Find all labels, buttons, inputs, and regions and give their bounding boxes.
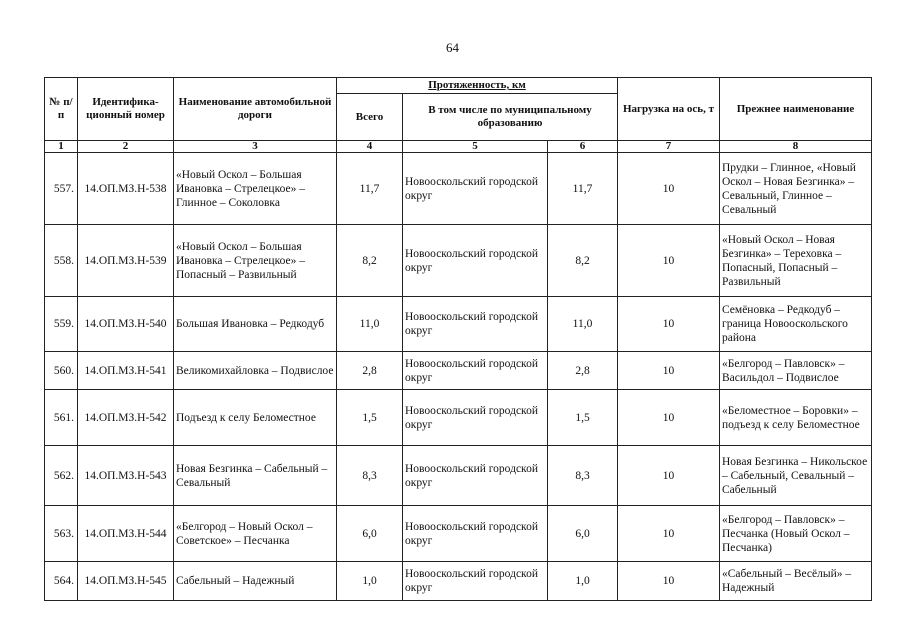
row-municipality: Новооскольский городской округ [403, 297, 548, 352]
row-total-length: 1,0 [337, 562, 403, 601]
row-id: 14.ОП.МЗ.Н-538 [78, 153, 174, 225]
row-municipality: Новооскольский городской округ [403, 506, 548, 562]
row-former-name: «Белгород – Павловск» – Васильдол – Подвислое [720, 352, 872, 390]
column-number: 7 [618, 141, 720, 153]
row-axle-load: 10 [618, 562, 720, 601]
column-number-row [45, 141, 872, 153]
column-number: 1 [45, 141, 78, 153]
row-municipality: Новооскольский городской округ [403, 446, 548, 506]
row-id: 14.ОП.МЗ.Н-539 [78, 225, 174, 297]
row-num: 562. [45, 446, 78, 506]
row-axle-load: 10 [618, 390, 720, 446]
roads-table [44, 77, 872, 601]
row-total-length: 11,7 [337, 153, 403, 225]
row-total-length: 2,8 [337, 352, 403, 390]
column-number: 6 [548, 141, 618, 153]
row-total-length: 6,0 [337, 506, 403, 562]
row-id: 14.ОП.МЗ.Н-540 [78, 297, 174, 352]
row-municipality: Новооскольский городской округ [403, 153, 548, 225]
row-num: 557. [45, 153, 78, 225]
row-mun-length: 6,0 [548, 506, 618, 562]
row-former-name: «Новый Оскол – Новая Безгинка» – Тереховка – Попасный, Попасный – Развильный [720, 225, 872, 297]
row-axle-load: 10 [618, 153, 720, 225]
header-name: Наименование автомобильной дороги [174, 78, 337, 141]
row-road-name: «Белгород – Новый Оскол – Советское» – Песчанка [174, 506, 337, 562]
row-axle-load: 10 [618, 352, 720, 390]
row-road-name: Новая Безгинка – Сабельный – Севальный [174, 446, 337, 506]
header-total: Всего [337, 94, 403, 141]
row-municipality: Новооскольский городской округ [403, 352, 548, 390]
row-former-name: Семёновка – Редкодуб – граница Новооскольского района [720, 297, 872, 352]
row-road-name: Великомихайловка – Подвислое [174, 352, 337, 390]
row-total-length: 11,0 [337, 297, 403, 352]
row-total-length: 8,2 [337, 225, 403, 297]
header-length-group: Протяженность, км [337, 78, 618, 94]
column-number: 8 [720, 141, 872, 153]
row-road-name: Сабельный – Надежный [174, 562, 337, 601]
row-municipality: Новооскольский городской округ [403, 562, 548, 601]
row-axle-load: 10 [618, 297, 720, 352]
row-road-name: Подъезд к селу Беломестное [174, 390, 337, 446]
row-id: 14.ОП.МЗ.Н-542 [78, 390, 174, 446]
row-mun-length: 8,2 [548, 225, 618, 297]
column-number: 3 [174, 141, 337, 153]
row-former-name: Новая Безгинка – Никольское – Сабельный, Севальный – Сабельный [720, 446, 872, 506]
row-id: 14.ОП.МЗ.Н-544 [78, 506, 174, 562]
header-load: Нагрузка на ось, т [618, 78, 720, 141]
row-mun-length: 11,0 [548, 297, 618, 352]
table-row [45, 506, 872, 562]
row-mun-length: 1,5 [548, 390, 618, 446]
table-row [45, 297, 872, 352]
row-former-name: «Белгород – Павловск» – Песчанка (Новый Оскол – Песчанка) [720, 506, 872, 562]
header-id: Идентифика-ционный номер [78, 78, 174, 141]
row-num: 564. [45, 562, 78, 601]
row-former-name: «Сабельный – Весёлый» – Надежный [720, 562, 872, 601]
row-former-name: «Беломестное – Боровки» – подъезд к селу Беломестное [720, 390, 872, 446]
row-road-name: «Новый Оскол – Большая Ивановка – Стрелецкое» – Попасный – Развильный [174, 225, 337, 297]
row-road-name: Большая Ивановка – Редкодуб [174, 297, 337, 352]
row-id: 14.ОП.МЗ.Н-541 [78, 352, 174, 390]
page-number: 64 [446, 40, 459, 55]
row-id: 14.ОП.МЗ.Н-545 [78, 562, 174, 601]
header-num: № п/п [45, 78, 78, 141]
row-mun-length: 1,0 [548, 562, 618, 601]
column-number: 5 [403, 141, 548, 153]
row-axle-load: 10 [618, 225, 720, 297]
row-road-name: «Новый Оскол – Большая Ивановка – Стрелецкое» – Глинное – Соколовка [174, 153, 337, 225]
row-former-name: Прудки – Глинное, «Новый Оскол – Новая Безгинка» – Севальный, Глинное – Севальный [720, 153, 872, 225]
row-num: 563. [45, 506, 78, 562]
table-row [45, 352, 872, 390]
row-total-length: 1,5 [337, 390, 403, 446]
row-num: 560. [45, 352, 78, 390]
row-num: 558. [45, 225, 78, 297]
table-row [45, 562, 872, 601]
table-row [45, 446, 872, 506]
header-including: В том числе по муниципальному образованию [403, 94, 618, 141]
row-mun-length: 11,7 [548, 153, 618, 225]
table-row [45, 390, 872, 446]
row-total-length: 8,3 [337, 446, 403, 506]
table-row [45, 225, 872, 297]
row-id: 14.ОП.МЗ.Н-543 [78, 446, 174, 506]
row-axle-load: 10 [618, 446, 720, 506]
row-municipality: Новооскольский городской округ [403, 390, 548, 446]
row-mun-length: 8,3 [548, 446, 618, 506]
row-num: 559. [45, 297, 78, 352]
column-number: 4 [337, 141, 403, 153]
row-num: 561. [45, 390, 78, 446]
row-axle-load: 10 [618, 506, 720, 562]
header-former: Прежнее наименование [720, 78, 872, 141]
row-mun-length: 2,8 [548, 352, 618, 390]
row-municipality: Новооскольский городской округ [403, 225, 548, 297]
table-row [45, 153, 872, 225]
column-number: 2 [78, 141, 174, 153]
